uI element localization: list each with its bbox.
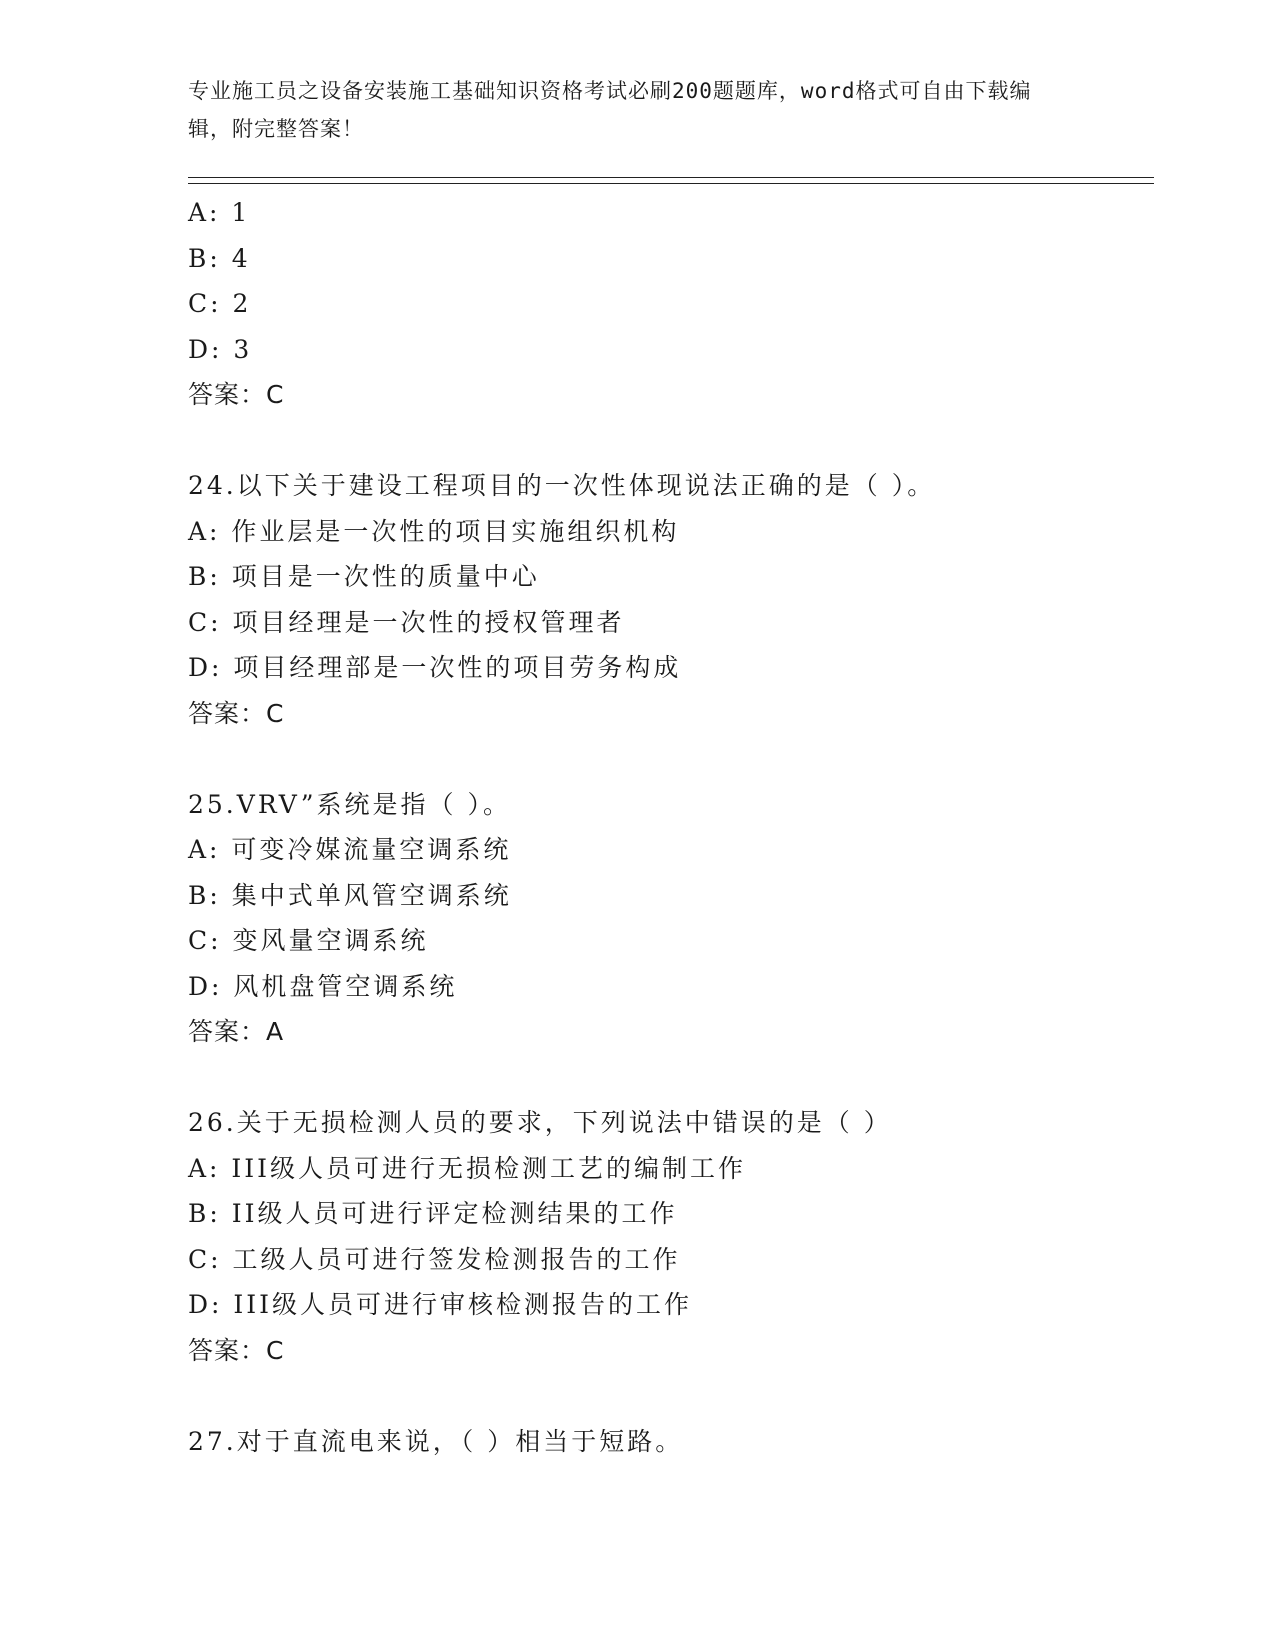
option-d: D: 3 bbox=[188, 334, 253, 364]
option-b: B: 项目是一次性的质量中心 bbox=[188, 562, 540, 591]
header-divider-top bbox=[188, 177, 1154, 178]
option-d: D: 风机盘管空调系统 bbox=[188, 971, 458, 1001]
option-a: A: 可变冷媒流量空调系统 bbox=[188, 835, 512, 864]
answer: 答案：C bbox=[188, 1335, 285, 1365]
option-c: C: 项目经理是一次性的授权管理者 bbox=[188, 607, 625, 637]
option-b: B: II级人员可进行评定检测结果的工作 bbox=[188, 1199, 678, 1228]
answer: 答案：A bbox=[188, 1017, 285, 1046]
question-list bbox=[188, 190, 1154, 1464]
option-d: D: III级人员可进行审核检测报告的工作 bbox=[188, 1290, 693, 1319]
option-c: C: 工级人员可进行签发检测报告的工作 bbox=[188, 1244, 681, 1274]
option-b: B: 4 bbox=[188, 243, 251, 273]
option-c: C: 变风量空调系统 bbox=[188, 926, 429, 955]
header-divider-bottom bbox=[188, 183, 1154, 184]
question-text: 24.以下关于建设工程项目的一次性体现说法正确的是（ ）。 bbox=[188, 471, 936, 500]
question-25 bbox=[188, 782, 1154, 1056]
question-23 bbox=[188, 190, 1154, 418]
answer: 答案：C bbox=[188, 698, 285, 728]
question-26 bbox=[188, 1100, 1154, 1374]
question-27 bbox=[188, 1419, 1154, 1465]
document-title: 专业施工员之设备安装施工基础知识资格考试必刷200题题库，word格式可自由下载编辑，附完整答案！ bbox=[188, 79, 1032, 141]
spacer bbox=[188, 418, 1154, 463]
spacer bbox=[188, 1055, 1154, 1100]
option-d: D: 项目经理部是一次性的项目劳务构成 bbox=[188, 653, 682, 682]
spacer bbox=[188, 1374, 1154, 1419]
option-a: A: 作业层是一次性的项目实施组织机构 bbox=[188, 516, 680, 546]
spacer bbox=[188, 737, 1154, 782]
question-text: 25.VRV”系统是指（ ）。 bbox=[188, 789, 511, 819]
question-text: 27.对于直流电来说，（ ）相当于短路。 bbox=[188, 1426, 684, 1456]
option-c: C: 2 bbox=[188, 289, 252, 318]
option-a: A: III级人员可进行无损检测工艺的编制工作 bbox=[188, 1153, 747, 1183]
option-a: A: 1 bbox=[188, 198, 251, 227]
answer: 答案：C bbox=[188, 380, 285, 409]
question-text: 26.关于无损检测人员的要求，下列说法中错误的是（ ） bbox=[188, 1108, 892, 1137]
option-b: B: 集中式单风管空调系统 bbox=[188, 880, 512, 910]
question-24 bbox=[188, 463, 1154, 737]
